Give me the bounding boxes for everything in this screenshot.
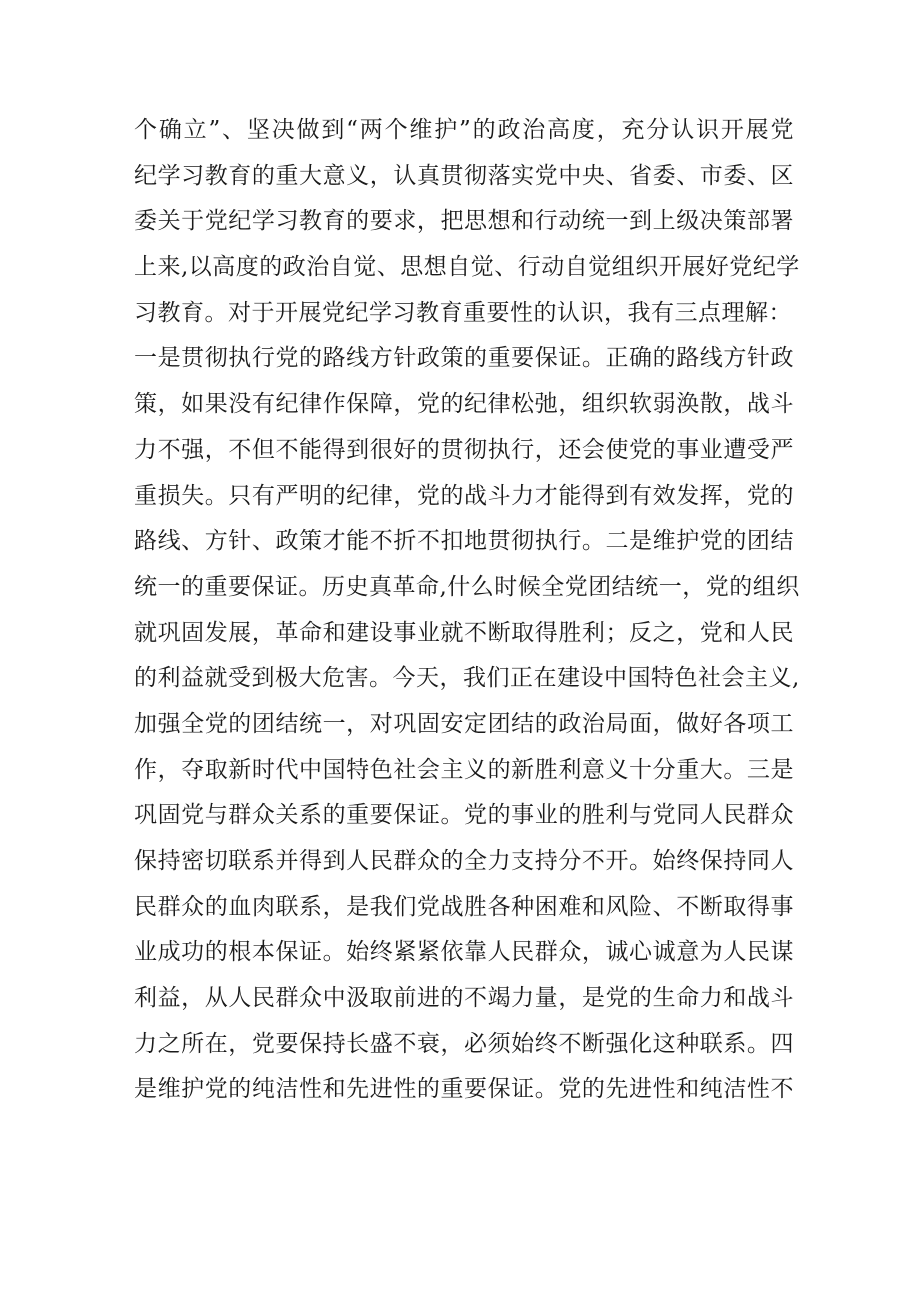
text-line: 作，夺取新时代中国特色社会主义的新胜利意义十分重大。三是 <box>134 756 794 783</box>
text-line: 路线、方针、政策才能不折不扣地贯彻执行。二是维护党的团结 <box>134 528 794 555</box>
text-line: 利益，从人民群众中汲取前进的不竭力量，是党的生命力和战斗 <box>134 985 794 1012</box>
text-line: 策，如果没有纪律作保障，党的纪律松弛，组织软弱涣散，战斗 <box>134 391 794 418</box>
text-line: 就巩固发展，革命和建设事业就不断取得胜利；反之，党和人民 <box>134 619 794 646</box>
text-line: 力不强，不但不能得到很好的贯彻执行，还会使党的事业遭受严 <box>134 436 794 463</box>
text-line: 上来,以高度的政治自觉、思想自觉、行动自觉组织开展好党纪学 <box>134 254 800 281</box>
text-line: 是维护党的纯洁性和先进性的重要保证。党的先进性和纯洁性不 <box>134 1076 794 1103</box>
text-line: 纪学习教育的重大意义，认真贯彻落实党中央、省委、市委、区 <box>134 162 794 189</box>
text-line: 的利益就受到极大危害。今天，我们正在建设中国特色社会主义, <box>134 665 800 692</box>
text-line: 委关于党纪学习教育的要求，把思想和行动统一到上级决策部署 <box>134 208 794 235</box>
text-line: 保持密切联系并得到人民群众的全力支持分不开。始终保持同人 <box>134 848 794 874</box>
text-line: 习教育。对于开展党纪学习教育重要性的认识，我有三点理解： <box>134 299 792 326</box>
text-line: 业成功的根本保证。始终紧紧依靠人民群众，诚心诚意为人民谋 <box>134 939 794 966</box>
text-line: 巩固党与群众关系的重要保证。党的事业的胜利与党同人民群众 <box>134 802 794 829</box>
text-line: 一是贯彻执行党的路线方针政策的重要保证。正确的路线方针政 <box>134 345 794 372</box>
text-line: 统一的重要保证。历史真革命,什么时候全党团结统一，党的组织 <box>134 573 800 600</box>
text-line: 力之所在，党要保持长盛不衰，必须始终不断强化这种联系。四 <box>134 1030 794 1057</box>
text-line: 重损失。只有严明的纪律，党的战斗力才能得到有效发挥，党的 <box>134 482 794 509</box>
body-text <box>134 108 800 1113</box>
text-line: 个确立”、坚决做到“两个维护”的政治高度，充分认识开展党 <box>134 117 794 143</box>
text-line: 民群众的血肉联系，是我们党战胜各种困难和风险、不断取得事 <box>134 893 794 920</box>
text-line: 加强全党的团结统一，对巩固安定团结的政治局面，做好各项工 <box>134 710 794 737</box>
